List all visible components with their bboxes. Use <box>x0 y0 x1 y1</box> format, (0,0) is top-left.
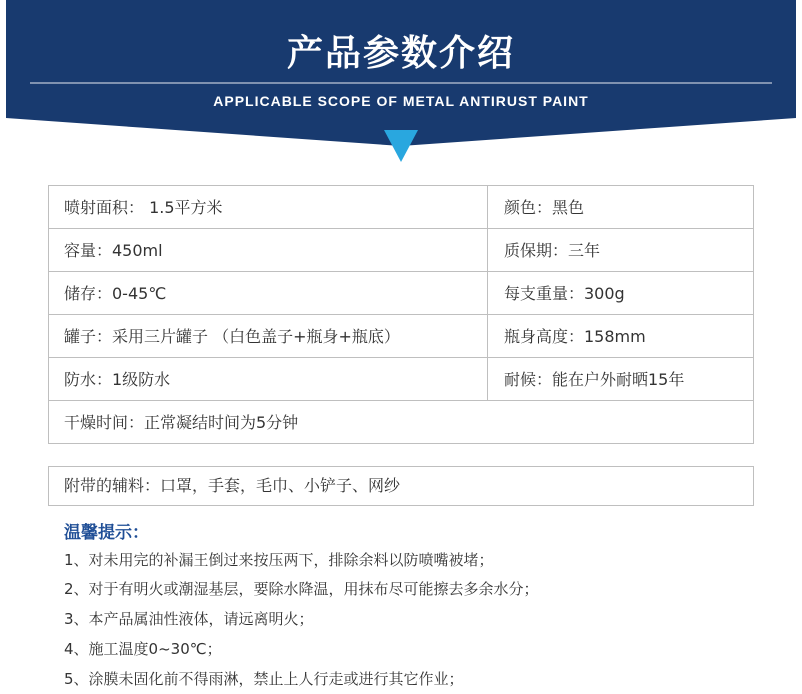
tips-title: 温馨提示： <box>64 523 149 543</box>
page-title: 产品参数介绍 <box>286 33 515 74</box>
spec-cell: 储存：0-45℃ <box>64 284 167 303</box>
tip-item: 5、涂膜未固化前不得雨淋，禁止上人行走或进行其它作业； <box>64 670 464 688</box>
accessories-text: 附带的辅料：口罩，手套，毛巾、小铲子、网纱 <box>64 476 401 495</box>
spec-cell: 颜色：黑色 <box>487 186 754 229</box>
table-row <box>48 400 754 444</box>
spec-cell: 瓶身高度：158mm <box>487 315 754 358</box>
spec-cell: 每支重量：300g <box>487 272 754 315</box>
table-border-right <box>753 185 754 443</box>
table-row <box>48 314 754 358</box>
page-subtitle: APPLICABLE SCOPE OF METAL ANTIRUST PAINT <box>213 93 589 109</box>
accessories-box <box>48 466 754 506</box>
table-row <box>48 185 754 229</box>
table-border-bottom <box>48 443 754 444</box>
tip-item: 3、本产品属油性液体，请远离明火； <box>64 610 314 628</box>
spec-cell: 罐子：采用三片罐子 （白色盖子+瓶身+瓶底） <box>64 327 400 346</box>
table-row <box>48 357 754 401</box>
spec-cell-drying: 干燥时间：正常凝结时间为5分钟 <box>64 413 299 432</box>
down-arrow-icon <box>384 130 418 162</box>
table-row <box>48 271 754 315</box>
spec-cell: 容量：450ml <box>64 241 163 260</box>
tip-item: 1、对未用完的补漏王倒过来按压两下，排除余料以防喷嘴被堵； <box>64 551 494 569</box>
spec-cell: 防水：1级防水 <box>64 370 171 389</box>
spec-cell: 耐候：能在户外耐晒15年 <box>487 358 754 401</box>
tip-item: 2、对于有明火或潮湿基层，要除水降温，用抹布尽可能擦去多余水分； <box>64 580 539 598</box>
spec-cell: 喷射面积： 1.5平方米 <box>64 198 223 217</box>
table-row <box>48 228 754 272</box>
spec-cell: 质保期：三年 <box>487 229 754 272</box>
table-border-left <box>48 185 49 443</box>
tip-item: 4、施工温度0~30℃； <box>64 640 222 658</box>
